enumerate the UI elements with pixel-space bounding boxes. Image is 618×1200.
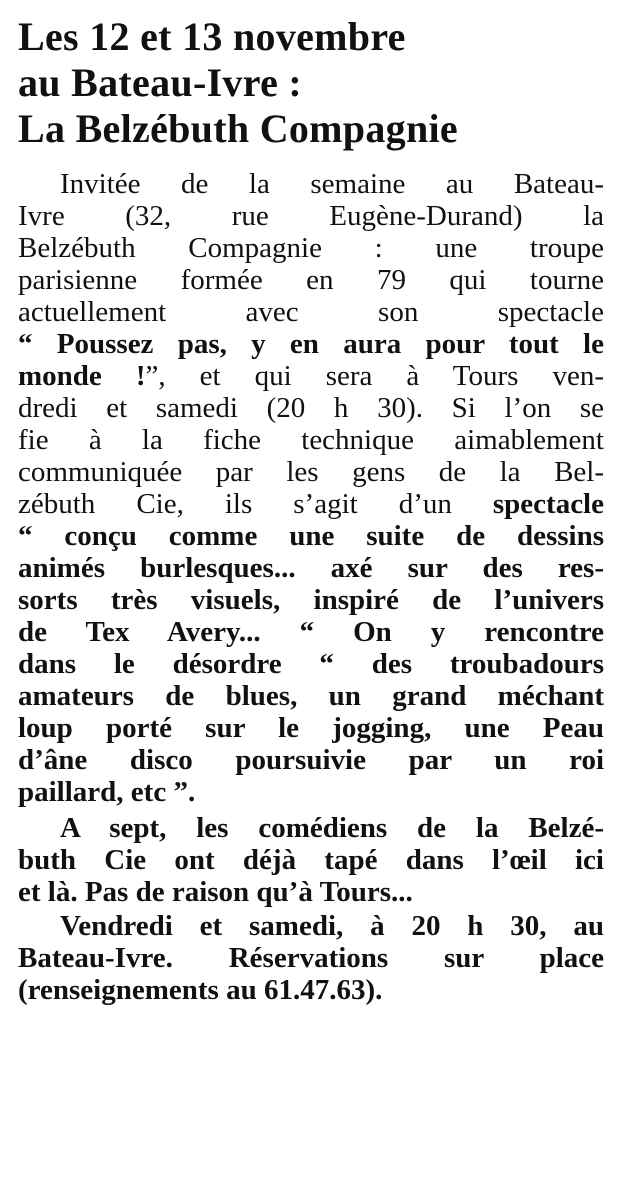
text-line: parisienne formée en 79 qui tourne	[18, 264, 604, 296]
headline-line: Les 12 et 13 novembre	[18, 14, 406, 59]
text-line: fie à la fiche technique aimablement	[18, 424, 604, 456]
text-line: zébuth Cie, ils s’agit d’un spectacle	[18, 488, 604, 520]
article-paragraph-1	[18, 168, 604, 808]
show-title: monde !	[18, 360, 146, 392]
article-paragraph-2	[18, 812, 604, 908]
quote-line: paillard, etc ”.	[18, 776, 196, 808]
text-line: buth Cie ont déjà tapé dans l’œil ici	[18, 844, 604, 876]
text-line: Bateau-Ivre. Réservations sur place	[18, 942, 604, 974]
text-line: monde !”, et qui sera à Tours ven-	[18, 360, 604, 392]
text-line: Ivre (32, rue Eugène-Durand) la	[18, 200, 604, 232]
quote-line: loup porté sur le jogging, une Peau	[18, 712, 604, 744]
text-line: (renseignements au 61.47.63).	[18, 974, 383, 1006]
text-line: Invitée de la semaine au Bateau-	[60, 168, 604, 200]
text-line	[18, 328, 604, 360]
quote-line: d’âne disco poursuivie par un roi	[18, 744, 604, 776]
headline-line: La Belzébuth Compagnie	[18, 106, 458, 151]
quote-line: dans le désordre “ des troubadours	[18, 648, 604, 680]
text-line: Belzébuth Compagnie : une troupe	[18, 232, 604, 264]
quote-line: animés burlesques... axé sur des res-	[18, 552, 604, 584]
text-line: actuellement avec son spectacle	[18, 296, 604, 328]
quote-line: “ conçu comme une suite de dessins	[18, 520, 604, 552]
show-title: “ Poussez pas, y en aura pour tout le	[18, 328, 604, 360]
article-headline	[18, 14, 604, 152]
text-line: et là. Pas de raison qu’à Tours...	[18, 876, 413, 908]
quote-line: de Tex Avery... “ On y rencontre	[18, 616, 604, 648]
headline-line: au Bateau-Ivre :	[18, 60, 303, 105]
quote-line: amateurs de blues, un grand méchant	[18, 680, 604, 712]
quote-line: sorts très visuels, inspiré de l’univers	[18, 584, 604, 616]
article-paragraph-3	[18, 910, 604, 1006]
text-line: Vendredi et samedi, à 20 h 30, au	[60, 910, 604, 942]
text-line: A sept, les comédiens de la Belzé-	[60, 812, 604, 844]
text-line: dredi et samedi (20 h 30). Si l’on se	[18, 392, 604, 424]
text-line: communiquée par les gens de la Bel-	[18, 456, 604, 488]
